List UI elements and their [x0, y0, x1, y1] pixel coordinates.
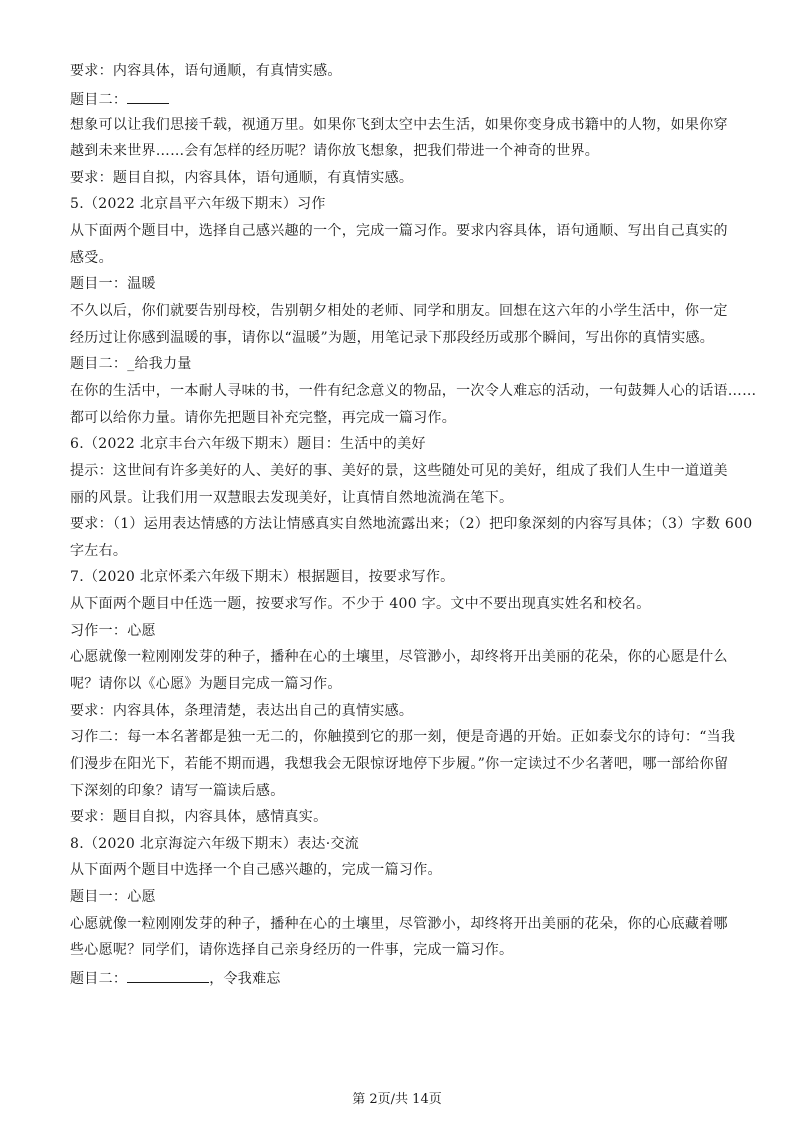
question-heading: 8.（2020 北京海淀六年级下期末）表达·交流: [70, 836, 360, 852]
topic-label: 题目二：: [70, 971, 128, 987]
text-line: 题目一：心愿: [70, 889, 156, 905]
topic-suffix: ，令我难忘: [209, 971, 281, 987]
text-line: 要求：内容具体，语句通顺，有真情实感。: [70, 63, 342, 79]
text-line: 们漫步在阳光下，若能不期而遇，我想我会无限惊讶地停下步履。”你一定读过不少名著吧，哪一部给你留: [70, 756, 729, 772]
fill-in-blank: [127, 968, 209, 983]
fill-in-blank: [127, 89, 169, 104]
text-line: 越到未来世界……会有怎样的经历呢？请你放飞想象，把我们带进一个神奇的世界。: [70, 143, 600, 159]
topic-two-heading: [70, 968, 730, 988]
topic-label: 题目二：: [70, 92, 128, 108]
text-line: 在你的生活中，一本耐人寻味的书，一件有纪念意义的物品，一次令人难忘的活动，一句鼓舞人心的话语……: [70, 383, 757, 399]
text-line: 些心愿呢？同学们，请你选择自己亲身经历的一件事，完成一篇习作。: [70, 942, 514, 958]
text-line: 要求：内容具体，条理清楚，表达出自己的真情实感。: [70, 703, 414, 719]
question-heading: 5.（2022 北京昌平六年级下期末）习作: [70, 196, 326, 212]
text-line: 心愿就像一粒刚刚发芽的种子，播种在心的土壤里，尽管渺小，却终将开出美丽的花朵，你的心底藏着哪: [70, 916, 728, 932]
text-line: 习作二：每一本名著都是独一无二的，你触摸到它的那一刻，便是奇遇的开始。正如泰戈尔的诗句：“当我: [70, 729, 736, 745]
text-line: 下深刻的印象？请写一篇读后感。: [70, 783, 285, 799]
text-line: 想象可以让我们思接千载，视通万里。如果你飞到太空中去生活，如果你变身成书籍中的人物，如果你穿: [70, 117, 728, 133]
text-line: 呢？请你以《心愿》为题目完成一篇习作。: [70, 676, 342, 692]
text-line: 提示：这世间有许多美好的人、美好的事、美好的景，这些随处可见的美好，组成了我们人生中一道道美: [70, 463, 728, 479]
text-line: 经历过让你感到温暖的事，请你以“温暖”为题，用笔记录下那段经历或那个瞬间，写出你的真情实感。: [70, 330, 715, 346]
text-line: 丽的风景。让我们用一双慧眼去发现美好，让真情自然地流淌在笔下。: [70, 490, 514, 506]
page-number: 第 2页/共 14页: [352, 1092, 442, 1107]
text-line: 要求：（1）运用表达情感的方法让情感真实自然地流露出来；（2）把印象深刻的内容写具体；（3）字数 600: [70, 516, 753, 532]
text-line: 字左右。: [70, 543, 128, 559]
text-line: 要求：题目自拟，内容具体，感情真实。: [70, 809, 328, 825]
text-line: 心愿就像一粒刚刚发芽的种子，播种在心的土壤里，尽管渺小，却终将开出美丽的花朵，你的心愿是什么: [70, 649, 728, 665]
text-line: 从下面两个题目中，选择自己感兴趣的一个，完成一篇习作。要求内容具体，语句通顺、写出自己真实的: [70, 223, 728, 239]
text-line: 感受。: [70, 250, 113, 266]
text-line: 题目一：温暖: [70, 276, 156, 292]
text-line: 都可以给你力量。请你先把题目补充完整，再完成一篇习作。: [70, 410, 457, 426]
text-line: 从下面两个题目中任选一题，按要求写作。不少于 400 字。文中不要出现真实姓名和校名。: [70, 596, 651, 612]
question-heading: 6.（2022 北京丰台六年级下期末）题目：生活中的美好: [70, 436, 426, 452]
topic-two-heading: [70, 89, 730, 109]
text-line: 题目二：_给我力量: [70, 356, 192, 372]
text-line: 不久以后，你们就要告别母校，告别朝夕相处的老师、同学和朋友。回想在这六年的小学生活中，你一定: [70, 303, 728, 319]
text-line: 习作一：心愿: [70, 623, 156, 639]
text-line: 要求：题目自拟，内容具体，语句通顺，有真情实感。: [70, 170, 414, 186]
text-line: 从下面两个题目中选择一个自己感兴趣的，完成一篇习作。: [70, 862, 442, 878]
question-heading: 7.（2020 北京怀柔六年级下期末）根据题目，按要求写作。: [70, 569, 455, 585]
